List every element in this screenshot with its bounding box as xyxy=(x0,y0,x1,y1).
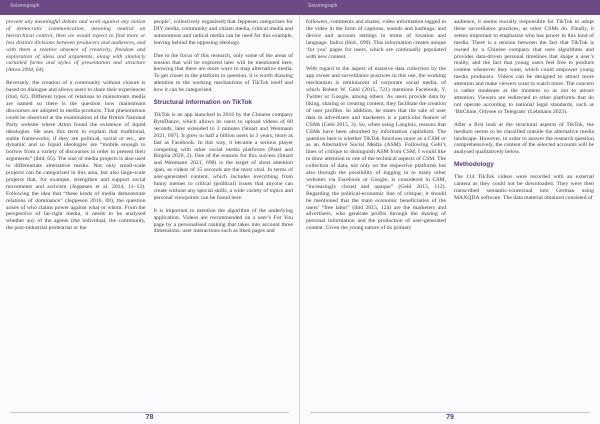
left-header-band xyxy=(0,0,300,15)
right-footer xyxy=(300,407,600,424)
left-footer xyxy=(0,407,299,424)
body-paragraph: It is important to mention the algorithm of the underlying application. Videos are recommended on a user’s For You page by a personalised ranking that takes into account three dimensions: user interactions such as liked pages and xyxy=(153,207,293,235)
body-paragraph: prevent any meaningful debate and work against any notion of democratic communication, meaning neutral an hierarchical control, then we would expect to find more or less distinct divisions between producers and audiences, and with them a relative absence of creativity, freedom and exploration of ideas and arguments, along with similarly curtailed forms and styles of presentation and structure (Atton 2004, 64). xyxy=(6,19,146,74)
body-paragraph: With regard to the aspect of massive data collection by the app owner and surveillance practices in this use, the working mechanism is reminiscent of corporate social media, of which Robert W. Gehl (2015, 721) mentions Facebook, Y, Twitter or Google, among others. As users provide data by liking, sharing or creating content, they facilitate the creation of user profiles. In addition, he states that the sale of user data to advertisers and marketers is a particular feature of CSMs (Gehl 2015, 3). So, when using Langlois, reasons that CSMs have been absorbed by information capitalism. The question here is whether TikTok functions more as a CSM or as an Alternative Social Media (ASM). Following Gehl’s lines of critique to distinguish ASM from CSM, I would like to draw attention to one of the technical aspects of CSM. The collection of data, not only on the respective platforms but also through the possibility of logging in to many other websites via Facebook or Google, is considered in CSM, “increasingly closed and opaque” (Gehl 2015, 112). Regarding the political-economic line of critique, it should be mentioned that the main economic beneficiaries of the users’ “free labor” (ibid 2015, 124) are the marketers and advertisers, who generate profits through the sharing of personal information and the production of user-generated content. Given the young nature of its primary xyxy=(306,66,446,232)
body-paragraph: Due to the focus of this research, only some of the areas of tension that will be explored later will be mentioned here, knowing that there are more ways to map alternative media. To get closer to the platform in question, it is worth drawing attention to the working mechanisms of TikTok itself and how it can be categorised. xyxy=(153,52,293,94)
body-paragraph: Reversely, the creation of a community without closure is based on dialogue and allows users to share their experiences (ibid, 62). Different types of relations to mainstream media are named so there is the question how mainstream discourses are adopted in media products. That phenomenon could be observed at the examination of the British National Party website where Atton found the existence of liquid ideologies. He uses this term to explain that traditional, stable frameworks, if they are political, social or etc., are dynamic and so liquid ideologies are “mobile enough to borrow from a variety of discourses in order to present their arguments” (ibid, 65). The size of media projects is also used to differentiate alternative media. Not only small-scale projects can be categorised in this area, but also large-scale projects that, for example, strengthen and support social movements and activism (Jeppesen et al. 2014, 11–12). Following the idea that “these kinds of media demonstrate relations of dominance” (Jeppesen 2016, 69), the question arises of who claims power against what or whom. From the perspective of far-right media, it needs to be analysed whether any of the agents (the individual, the community, the post-industrial proletariat or the xyxy=(6,80,146,232)
right-columns xyxy=(306,19,594,406)
body-paragraph: people’, collectively organised) that Jeppesen categorises for DIY media, community and citizen media, critical media and autonomous and radical media can be used for this example, leaving behind the opposing ideology. xyxy=(153,19,293,46)
body-paragraph: audience, it seems morally responsible for TikTok to adopt these surveillance practices, as other CSMs do. Finally, it seems important to emphasise who has power in this kind of media. There is a tension between the fact that TikTok is owned by a Chinese company that uses algorithms and provides data-driven personal timelines that shape a user’s reality, and the fact that young users feel free to produce content whenever they want, which could empower young media producers. Videos can be designed to attract more attention and make viewers want to watch more. The concern is rather moderate at the moment so as not to attract attention. Viewers are redirected to other platforms that do not operate according to national legal standards, such as ‘BitChute, Odysee or Telegram’ (Lehmann 2023). xyxy=(454,19,594,115)
right-header-band xyxy=(300,0,600,15)
left-columns xyxy=(6,19,293,406)
page-number-left: 78 xyxy=(145,414,154,421)
body-paragraph: The 114 TikTok videos were recorded with an external camera as they could not be downloaded. They were then transcribed semantic-contextual into German using MAXQDA software. The data material obtained consisted of xyxy=(454,174,594,201)
footer-rule xyxy=(10,412,289,413)
section-heading: Methodology xyxy=(454,161,494,169)
left-column-2 xyxy=(154,19,294,406)
section-heading: Structural information on TikTok xyxy=(153,99,252,107)
footer-rule xyxy=(310,412,590,413)
right-column-2 xyxy=(454,19,594,406)
body-paragraph: followers, comments and shares; video information tagged to the video in the form of captions, sounds and hashtags; and device and account settings in terms of location and language. Italics (ibid., 699). This information creates unique ‘for you’ pages for users, which are continually populated with new content. xyxy=(306,19,446,60)
left-running-header: Seismograph xyxy=(10,3,40,9)
right-running-header: Seismograph xyxy=(308,3,338,9)
left-column-1 xyxy=(6,19,146,406)
body-paragraph: TikTok is an app launched in 2016 by the Chinese company ByteDance, which allows its users to upload videos of 60 seconds, later extended to 3 minutes (Stuart and Wenmann 2021, 697). It grew to half a billion users in 3 years, more as fast as Facebook. In this way, it became a serious player competing with other social media platforms (Patel and Binjola 2020, 2). One of the reasons for this success (Stuart and Wenmann 2021, 698) is the target of short attention span, as videos of 15 seconds are the most viral. In terms of user-generated content, which includes everything from funny memes to critical (political) issues that anyone can create without any special skills, a wide variety of topics and personal viewpoints can be found here. xyxy=(153,111,293,201)
body-paragraph: After a first look at the structural aspects of TikTok, the medium seems to be classified outside the alternative media landscape. However, in order to answer the research question comprehensively, the content of the selected accounts will be analysed qualitatively below. xyxy=(454,121,594,156)
page-number-right: 79 xyxy=(446,414,454,421)
right-page xyxy=(300,0,600,424)
right-column-1 xyxy=(306,19,446,406)
